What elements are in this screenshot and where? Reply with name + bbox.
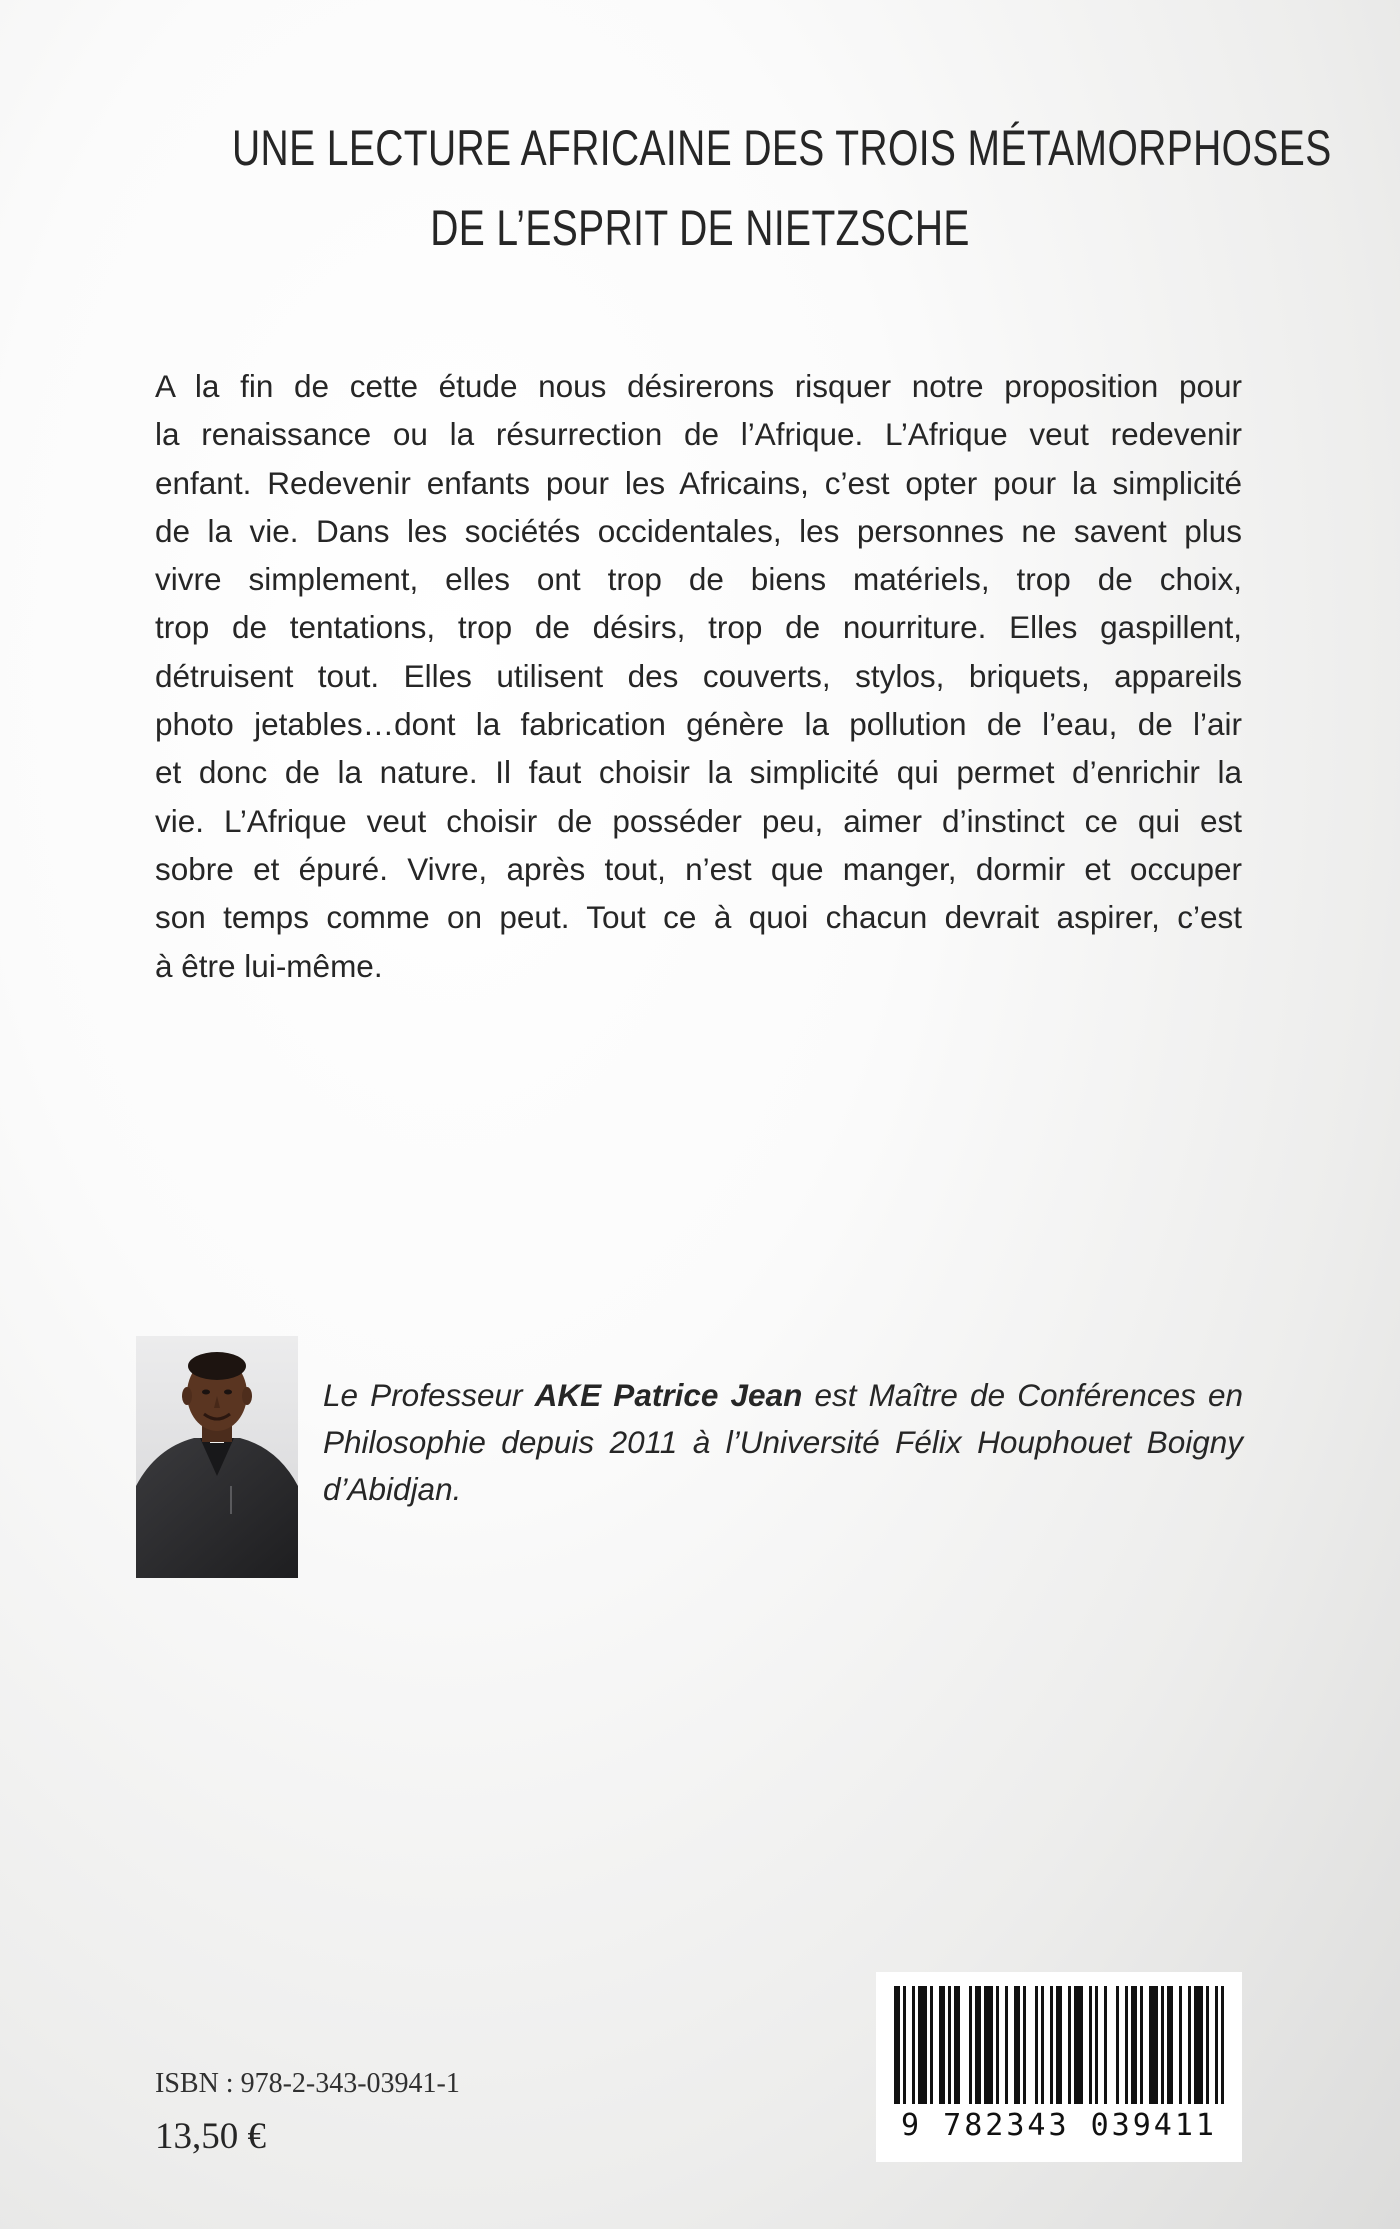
barcode-bar: [1161, 1986, 1164, 2104]
barcode-bar: [894, 1986, 900, 2104]
barcode-bar: [1104, 1986, 1107, 2104]
blurb-line: trop de tentations, trop de désirs, trop de nourriture. Elles gaspillent,: [155, 609, 1242, 646]
barcode-bar: [984, 1986, 993, 2104]
barcode-bar: [1206, 1986, 1209, 2104]
barcode-bar: [1056, 1986, 1062, 2104]
blurb-line: et donc de la nature. Il faut choisir la simplicité qui permet d’enrichir la: [155, 754, 1242, 791]
barcode-bar: [1167, 1986, 1173, 2104]
barcode-bar: [1041, 1986, 1044, 2104]
barcode-bar: [1035, 1986, 1038, 2104]
barcode-bar: [1131, 1986, 1137, 2104]
title-line-1: UNE LECTURE AFRICAINE DES TROIS MÉTAMORPHOSES: [232, 120, 1332, 176]
price-text: 13,50 €: [155, 2116, 266, 2157]
barcode-bar: [903, 1986, 906, 2104]
barcode-bar: [930, 1986, 933, 2104]
barcode-bar: [1089, 1986, 1092, 2104]
blurb-line: A la fin de cette étude nous désirerons risquer notre proposition pour: [155, 368, 1242, 404]
author-bio: [323, 1372, 1243, 1513]
blurb-line: sobre et épuré. Vivre, après tout, n’est que manger, dormir et occuper: [155, 850, 1242, 887]
barcode-bar: [1014, 1986, 1020, 2104]
barcode-bar: [1023, 1986, 1026, 2104]
barcode-bar: [1074, 1986, 1083, 2104]
bio-line-3: d’Abidjan.: [323, 1471, 462, 1507]
barcode-number: 9 782343 039411: [901, 2108, 1217, 2143]
blurb-line: photo jetables…dont la fabrication génère la pollution de l’eau, de l’air: [155, 706, 1242, 743]
book-title: [232, 108, 1332, 268]
barcode-bar: [1050, 1986, 1053, 2104]
barcode-bar: [1140, 1986, 1143, 2104]
barcode-bar: [954, 1986, 960, 2104]
isbn-text: ISBN : 978-2-343-03941-1: [155, 2068, 460, 2099]
blurb-line: enfant. Redevenir enfants pour les Africains, c’est opter pour la simplicité: [155, 464, 1242, 501]
barcode-bar: [918, 1986, 927, 2104]
bio-suffix: est Maître de Conférences en: [802, 1377, 1244, 1413]
barcode-bar: [948, 1986, 951, 2104]
barcode-bar: [1095, 1986, 1098, 2104]
barcode-bar: [1194, 1986, 1203, 2104]
blurb-line: vie. L’Afrique veut choisir de posséder peu, aimer d’instinct ce qui est: [155, 802, 1242, 839]
author-portrait-image: [136, 1336, 298, 1578]
bio-line-1: [323, 1372, 1243, 1419]
barcode-bar: [912, 1986, 915, 2104]
author-name: AKE Patrice Jean: [534, 1377, 803, 1413]
barcode-bar: [969, 1986, 972, 2104]
blurb-paragraph: [155, 362, 1242, 990]
blurb-line: détruisent tout. Elles utilisent des couverts, stylos, briquets, appareils: [155, 657, 1242, 694]
blurb-line: de la vie. Dans les sociétés occidentales, les personnes ne savent plus: [155, 512, 1242, 549]
blurb-line: vivre simplement, elles ont trop de biens matériels, trop de choix,: [155, 561, 1242, 598]
blurb-line: à être lui-même.: [155, 947, 383, 984]
title-line-2: DE L’ESPRIT DE NIETZSCHE: [430, 200, 970, 256]
barcode: [876, 1972, 1242, 2162]
barcode-bar: [975, 1986, 981, 2104]
blurb-line: son temps comme on peut. Tout ce à quoi chacun devrait aspirer, c’est: [155, 899, 1242, 936]
barcode-bar: [1188, 1986, 1191, 2104]
author-photo: [136, 1336, 298, 1578]
barcode-bar: [1149, 1986, 1158, 2104]
barcode-bar: [996, 1986, 999, 2104]
barcode-bar: [1125, 1986, 1128, 2104]
barcode-bar: [1116, 1986, 1119, 2104]
bio-line-2: Philosophie depuis 2011 à l’Université Félix Houphouet Boigny: [323, 1424, 1243, 1460]
bio-prefix: Le Professeur: [323, 1377, 535, 1413]
barcode-bar: [1068, 1986, 1071, 2104]
barcode-bar: [1221, 1986, 1224, 2104]
barcode-bar: [1215, 1986, 1218, 2104]
barcode-bar: [1179, 1986, 1182, 2104]
barcode-bar: [939, 1986, 945, 2104]
blurb-line: la renaissance ou la résurrection de l’Afrique. L’Afrique veut redevenir: [155, 416, 1242, 453]
barcode-bar: [1005, 1986, 1008, 2104]
